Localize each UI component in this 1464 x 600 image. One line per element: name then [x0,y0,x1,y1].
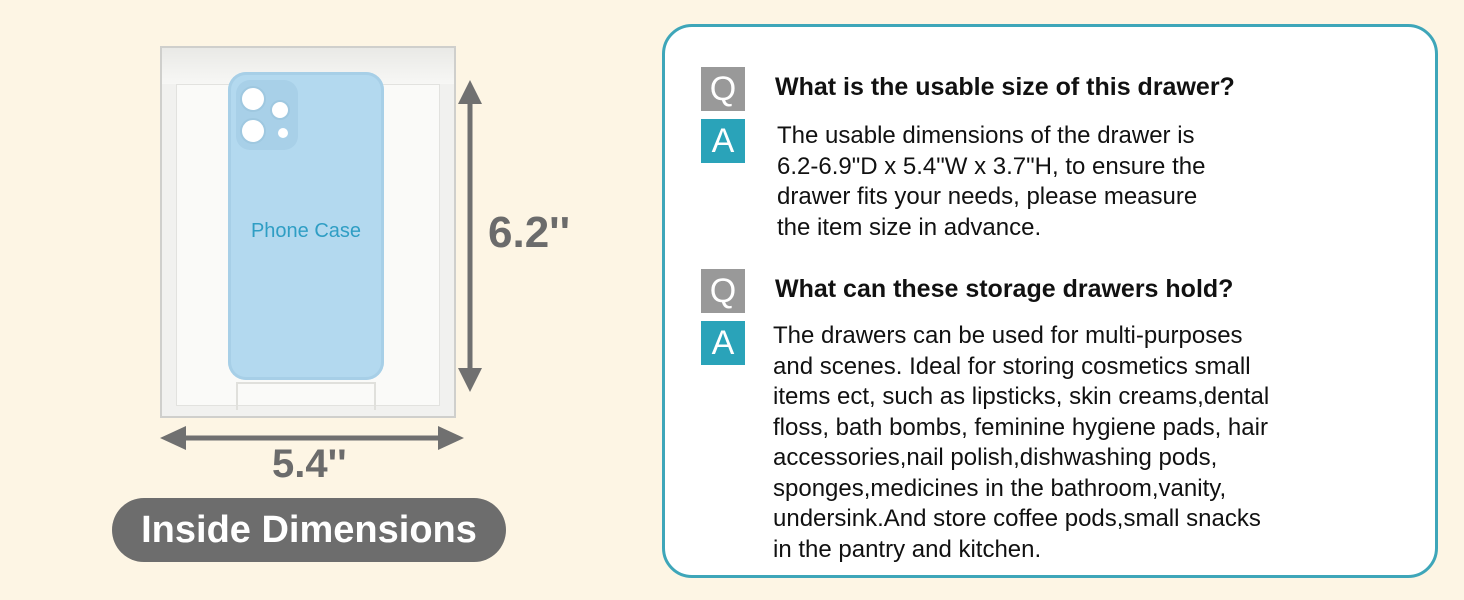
phone-case-label: Phone Case [250,220,362,242]
lens-icon [240,86,266,112]
faq-question-2: What can these storage drawers hold? [775,275,1234,303]
width-dimension: 5.4'' [272,442,347,486]
a-badge: A [701,119,745,163]
camera-icon [236,80,298,150]
answer-line: The drawers can be used for multi-purposes [773,322,1243,349]
flash-icon [278,128,288,138]
height-arrow-icon [466,80,474,392]
phone-case-image [228,72,384,380]
answer-line: sponges,medicines in the bathroom,vanity, [773,474,1227,502]
answer-line: undersink.And store coffee pods,small snacks [773,505,1261,532]
height-dimension: 6.2'' [488,208,571,257]
faq-answer-1 [777,121,1205,243]
answer-line: The usable dimensions of the drawer is [777,122,1195,149]
answer-line: the item size in advance. [777,213,1042,241]
q-badge: Q [701,269,745,313]
answer-line: accessories,nail polish,dishwashing pods, [773,444,1218,471]
answer-line: 6.2-6.9"D x 5.4"W x 3.7"H, to ensure the [777,152,1206,180]
answer-line: in the pantry and kitchen. [773,535,1042,563]
answer-line: and scenes. Ideal for storing cosmetics small [773,352,1251,380]
faq-question-1: What is the usable size of this drawer? [775,73,1235,101]
faq-answer-2 [773,321,1269,565]
faq-card [662,24,1438,578]
lens-icon [240,118,266,144]
q-badge: Q [701,67,745,111]
answer-line: items ect, such as lipsticks, skin creams,dental [773,383,1270,410]
width-arrow-icon [160,434,464,442]
answer-line: floss, bath bombs, feminine hygiene pads, hair [773,413,1268,441]
lens-icon [270,100,290,120]
inside-dimensions-caption: Inside Dimensions [112,498,506,562]
product-illustration [0,0,640,600]
answer-line: drawer fits your needs, please measure [777,183,1198,210]
a-badge: A [701,321,745,365]
phone-stand [236,382,376,410]
